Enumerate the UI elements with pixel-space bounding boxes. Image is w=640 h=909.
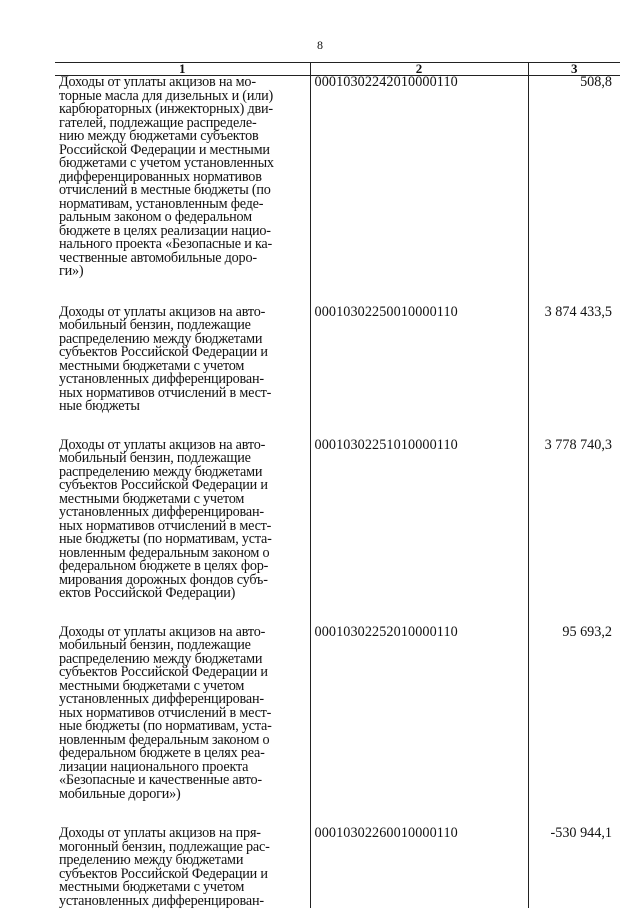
description-line: карбюраторных (инжекторных) дви- [59,101,273,117]
description-line: торные масла для дизельных и (или) [59,87,274,104]
row-code: 00010302250010000110 [310,306,528,414]
description-line: Доходы от уплаты акцизов на пря- [59,825,261,841]
row-code: 00010302251010000110 [310,439,528,601]
description-line: ных нормативов отчислений в мест- [59,517,272,534]
row-description [55,76,310,279]
description-line: распределению между бюджетами [59,463,263,480]
description-line: ные бюджеты (по нормативам, уста- [59,531,272,547]
description-line: федеральном бюджете в целях фор- [59,558,269,574]
description-line: ектов Российской Федерации) [59,585,236,601]
description-line: новленным федеральным законом о [59,544,270,561]
row-value: -530 944,1 [528,827,620,908]
description-line: распределению между бюджетами [59,650,263,667]
table-row [55,306,620,414]
table-row [55,439,620,601]
description-line: бюджетами с учетом установленных [59,155,274,171]
description-line: гателей, подлежащие распределе- [59,114,257,131]
description-line: субъектов Российской Федерации и [59,865,268,882]
spacer-cell [55,414,310,439]
spacer-cell [310,601,528,626]
column-header-1: 1 [55,63,310,76]
description-line: установленных дифференцирован- [59,371,264,387]
spacer-cell [310,279,528,306]
spacer-cell [528,601,620,626]
column-header-3: 3 [528,63,620,76]
description-line: нию между бюджетами субъектов [59,128,259,144]
description-line: местными бюджетами с учетом [59,490,245,507]
description-line: Доходы от уплаты акцизов на авто- [59,436,266,453]
description-line: субъектов Российской Федерации и [59,664,268,680]
table-body [55,76,620,909]
row-value: 508,8 [528,76,620,279]
row-code: 00010302242010000110 [310,76,528,279]
row-description [55,623,310,802]
description-line: местными бюджетами с учетом [59,879,245,895]
description-line: нального проекта «Безопасные и ка- [59,236,273,252]
description-line: ральным законом о федеральном [59,209,252,225]
spacer-cell [528,801,620,827]
table-row [55,626,620,802]
description-line: установленных дифференцирован- [59,504,264,520]
description-line: мирования дорожных фондов субъ- [59,571,268,588]
description-line: нормативам, установленным феде- [59,195,264,212]
description-line: ги») [59,263,84,279]
description-line: Доходы от уплаты акцизов на авто- [59,303,266,320]
description-line: распределению между бюджетами [59,330,263,347]
description-line: мобильный бензин, подлежащие [59,317,251,333]
spacer-cell [310,801,528,827]
row-spacer [55,279,620,306]
table-row [55,76,620,279]
description-line: Доходы от уплаты акцизов на авто- [59,623,266,640]
description-line: ных нормативов отчислений в мест- [59,704,272,721]
description-line: ных нормативов отчислений в мест- [59,384,272,401]
description-line: могонный бензин, подлежащие рас- [59,838,270,855]
row-description [55,827,310,908]
description-line: лизации национального проекта [59,758,249,775]
description-line: пределению между бюджетами [59,852,244,868]
description-line: бюджете в целях реализации нацио- [59,222,271,239]
row-spacer [55,414,620,439]
revenue-table [55,62,620,908]
description-line: дифференцированных нормативов [59,168,262,185]
table-row [55,827,620,908]
row-spacer [55,801,620,827]
spacer-cell [55,601,310,626]
spacer-cell [528,414,620,439]
row-code: 00010302252010000110 [310,626,528,802]
row-value: 3 778 740,3 [528,439,620,601]
description-line: ные бюджеты (по нормативам, уста- [59,718,272,734]
row-code: 00010302260010000110 [310,827,528,908]
description-line: Российской Федерации и местными [59,141,270,158]
description-line: Доходы от уплаты акцизов на мо- [59,74,256,90]
description-line: субъектов Российской Федерации и [59,477,268,493]
row-description [55,436,310,601]
spacer-cell [310,414,528,439]
row-value: 3 874 433,5 [528,306,620,414]
description-line: чественные автомобильные доро- [59,249,257,266]
page-number: 8 [317,38,323,52]
description-line: «Безопасные и качественные авто- [59,772,262,788]
description-line: местными бюджетами с учетом [59,677,245,694]
description-line: мобильный бензин, подлежащие [59,450,251,466]
description-line: мобильный бензин, подлежащие [59,637,251,653]
description-line: установленных дифференцирован- [59,691,264,707]
description-line: местными бюджетами с учетом [59,357,245,374]
description-line: субъектов Российской Федерации и [59,344,268,360]
description-line: отчислений в местные бюджеты (по [59,182,271,198]
row-value: 95 693,2 [528,626,620,802]
description-line: мобильные дороги») [59,785,181,802]
column-header-2: 2 [310,63,528,76]
description-line: ные бюджеты [59,398,140,414]
description-line: федеральном бюджете в целях реа- [59,745,265,761]
spacer-cell [55,279,310,306]
row-description [55,303,310,414]
description-line: установленных дифференцирован- [59,892,264,909]
spacer-cell [55,801,310,827]
spacer-cell [528,279,620,306]
description-line: новленным федеральным законом о [59,731,270,748]
row-spacer [55,601,620,626]
